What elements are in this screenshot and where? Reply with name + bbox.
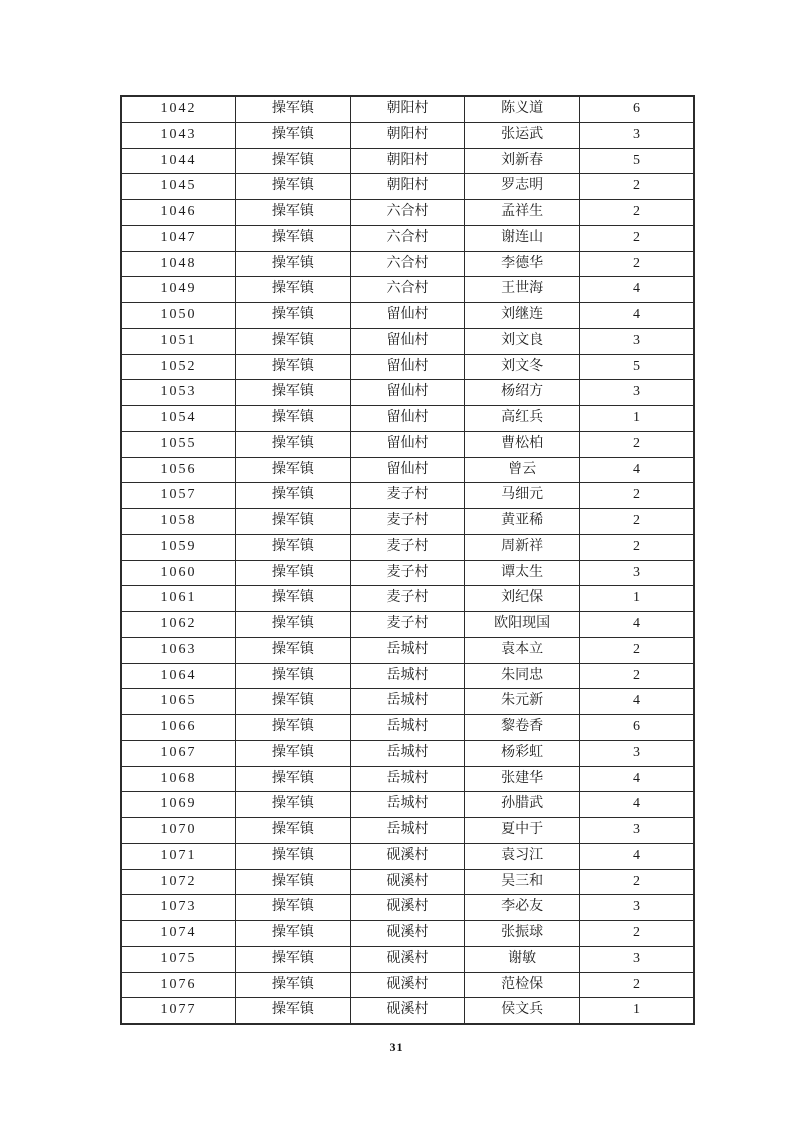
cell-town: 操军镇 <box>236 869 351 895</box>
cell-village: 麦子村 <box>350 612 465 638</box>
table-row <box>121 869 694 895</box>
table-row <box>121 843 694 869</box>
cell-count: 2 <box>579 972 694 998</box>
cell-town: 操军镇 <box>236 715 351 741</box>
cell-village: 岳城村 <box>350 740 465 766</box>
cell-person-name: 谭太生 <box>465 560 580 586</box>
cell-town: 操军镇 <box>236 251 351 277</box>
table-row <box>121 225 694 251</box>
cell-village: 砚溪村 <box>350 946 465 972</box>
cell-village: 留仙村 <box>350 431 465 457</box>
cell-town: 操军镇 <box>236 895 351 921</box>
roster-table-body <box>121 96 694 1024</box>
cell-person-name: 夏中于 <box>465 818 580 844</box>
cell-person-name: 刘文良 <box>465 328 580 354</box>
table-row <box>121 972 694 998</box>
cell-serial-number: 1051 <box>121 328 236 354</box>
cell-serial-number: 1055 <box>121 431 236 457</box>
cell-town: 操军镇 <box>236 663 351 689</box>
cell-person-name: 王世海 <box>465 277 580 303</box>
cell-count: 1 <box>579 586 694 612</box>
cell-village: 麦子村 <box>350 560 465 586</box>
cell-count: 1 <box>579 406 694 432</box>
cell-count: 2 <box>579 431 694 457</box>
cell-count: 5 <box>579 148 694 174</box>
table-row <box>121 174 694 200</box>
cell-village: 砚溪村 <box>350 843 465 869</box>
cell-serial-number: 1052 <box>121 354 236 380</box>
cell-person-name: 朱元新 <box>465 689 580 715</box>
cell-village: 留仙村 <box>350 328 465 354</box>
cell-serial-number: 1061 <box>121 586 236 612</box>
cell-person-name: 张建华 <box>465 766 580 792</box>
cell-town: 操军镇 <box>236 303 351 329</box>
table-row <box>121 277 694 303</box>
table-row <box>121 792 694 818</box>
cell-village: 朝阳村 <box>350 96 465 122</box>
cell-town: 操军镇 <box>236 406 351 432</box>
cell-person-name: 曾云 <box>465 457 580 483</box>
cell-town: 操军镇 <box>236 122 351 148</box>
cell-count: 4 <box>579 303 694 329</box>
table-row <box>121 612 694 638</box>
cell-count: 4 <box>579 277 694 303</box>
cell-person-name: 张振球 <box>465 921 580 947</box>
cell-village: 留仙村 <box>350 380 465 406</box>
cell-serial-number: 1074 <box>121 921 236 947</box>
cell-town: 操军镇 <box>236 921 351 947</box>
cell-person-name: 杨彩虹 <box>465 740 580 766</box>
table-row <box>121 766 694 792</box>
roster-table <box>120 95 695 1025</box>
cell-count: 3 <box>579 740 694 766</box>
cell-village: 砚溪村 <box>350 921 465 947</box>
cell-count: 4 <box>579 843 694 869</box>
cell-person-name: 范检保 <box>465 972 580 998</box>
cell-person-name: 朱同忠 <box>465 663 580 689</box>
cell-count: 1 <box>579 998 694 1024</box>
cell-village: 留仙村 <box>350 406 465 432</box>
cell-town: 操军镇 <box>236 148 351 174</box>
cell-person-name: 周新祥 <box>465 534 580 560</box>
cell-village: 留仙村 <box>350 457 465 483</box>
table-row <box>121 483 694 509</box>
cell-serial-number: 1045 <box>121 174 236 200</box>
cell-serial-number: 1048 <box>121 251 236 277</box>
cell-count: 3 <box>579 122 694 148</box>
table-row <box>121 534 694 560</box>
cell-serial-number: 1049 <box>121 277 236 303</box>
cell-count: 4 <box>579 689 694 715</box>
table-row <box>121 895 694 921</box>
cell-town: 操军镇 <box>236 972 351 998</box>
cell-town: 操军镇 <box>236 354 351 380</box>
table-row <box>121 663 694 689</box>
table-row <box>121 715 694 741</box>
cell-village: 六合村 <box>350 277 465 303</box>
table-row <box>121 998 694 1024</box>
cell-village: 砚溪村 <box>350 869 465 895</box>
cell-village: 麦子村 <box>350 483 465 509</box>
cell-count: 2 <box>579 534 694 560</box>
cell-count: 2 <box>579 483 694 509</box>
cell-serial-number: 1060 <box>121 560 236 586</box>
cell-count: 6 <box>579 96 694 122</box>
cell-town: 操军镇 <box>236 818 351 844</box>
cell-village: 朝阳村 <box>350 174 465 200</box>
cell-village: 岳城村 <box>350 663 465 689</box>
cell-serial-number: 1073 <box>121 895 236 921</box>
cell-village: 六合村 <box>350 251 465 277</box>
cell-person-name: 黄亚稀 <box>465 509 580 535</box>
cell-village: 六合村 <box>350 225 465 251</box>
cell-person-name: 黎卷香 <box>465 715 580 741</box>
cell-person-name: 吴三和 <box>465 869 580 895</box>
cell-town: 操军镇 <box>236 457 351 483</box>
cell-village: 朝阳村 <box>350 148 465 174</box>
table-row <box>121 122 694 148</box>
cell-person-name: 侯文兵 <box>465 998 580 1024</box>
table-row <box>121 946 694 972</box>
cell-town: 操军镇 <box>236 612 351 638</box>
cell-serial-number: 1076 <box>121 972 236 998</box>
cell-person-name: 罗志明 <box>465 174 580 200</box>
table-row <box>121 560 694 586</box>
cell-person-name: 欧阳现国 <box>465 612 580 638</box>
table-row <box>121 251 694 277</box>
cell-village: 留仙村 <box>350 354 465 380</box>
cell-person-name: 袁习江 <box>465 843 580 869</box>
cell-village: 砚溪村 <box>350 895 465 921</box>
cell-person-name: 孙腊武 <box>465 792 580 818</box>
table-row <box>121 380 694 406</box>
cell-serial-number: 1047 <box>121 225 236 251</box>
cell-serial-number: 1056 <box>121 457 236 483</box>
table-row <box>121 431 694 457</box>
cell-person-name: 张运武 <box>465 122 580 148</box>
cell-town: 操军镇 <box>236 509 351 535</box>
cell-person-name: 刘新春 <box>465 148 580 174</box>
table-row <box>121 96 694 122</box>
cell-count: 4 <box>579 457 694 483</box>
cell-count: 3 <box>579 818 694 844</box>
cell-serial-number: 1044 <box>121 148 236 174</box>
cell-village: 麦子村 <box>350 509 465 535</box>
cell-town: 操军镇 <box>236 174 351 200</box>
table-row <box>121 921 694 947</box>
table-row <box>121 406 694 432</box>
cell-serial-number: 1067 <box>121 740 236 766</box>
cell-town: 操军镇 <box>236 328 351 354</box>
cell-serial-number: 1054 <box>121 406 236 432</box>
cell-serial-number: 1059 <box>121 534 236 560</box>
page-number: 31 <box>389 1040 404 1054</box>
cell-person-name: 曹松柏 <box>465 431 580 457</box>
cell-town: 操军镇 <box>236 689 351 715</box>
table-row <box>121 818 694 844</box>
cell-person-name: 李德华 <box>465 251 580 277</box>
cell-person-name: 刘继连 <box>465 303 580 329</box>
cell-count: 3 <box>579 380 694 406</box>
cell-count: 2 <box>579 663 694 689</box>
cell-person-name: 刘文冬 <box>465 354 580 380</box>
cell-count: 3 <box>579 946 694 972</box>
cell-person-name: 陈义道 <box>465 96 580 122</box>
cell-village: 六合村 <box>350 200 465 226</box>
cell-count: 3 <box>579 328 694 354</box>
cell-village: 留仙村 <box>350 303 465 329</box>
cell-serial-number: 1064 <box>121 663 236 689</box>
cell-person-name: 袁本立 <box>465 637 580 663</box>
cell-count: 2 <box>579 174 694 200</box>
cell-village: 砚溪村 <box>350 972 465 998</box>
cell-town: 操军镇 <box>236 534 351 560</box>
table-row <box>121 740 694 766</box>
cell-serial-number: 1053 <box>121 380 236 406</box>
cell-person-name: 谢连山 <box>465 225 580 251</box>
cell-village: 麦子村 <box>350 534 465 560</box>
cell-count: 4 <box>579 766 694 792</box>
cell-serial-number: 1043 <box>121 122 236 148</box>
cell-serial-number: 1062 <box>121 612 236 638</box>
cell-town: 操军镇 <box>236 431 351 457</box>
table-row <box>121 509 694 535</box>
cell-town: 操军镇 <box>236 560 351 586</box>
cell-person-name: 杨绍方 <box>465 380 580 406</box>
table-row <box>121 354 694 380</box>
cell-person-name: 马细元 <box>465 483 580 509</box>
cell-serial-number: 1057 <box>121 483 236 509</box>
cell-serial-number: 1077 <box>121 998 236 1024</box>
cell-town: 操军镇 <box>236 740 351 766</box>
cell-serial-number: 1071 <box>121 843 236 869</box>
table-row <box>121 586 694 612</box>
table-row <box>121 328 694 354</box>
cell-count: 2 <box>579 251 694 277</box>
cell-serial-number: 1070 <box>121 818 236 844</box>
cell-serial-number: 1075 <box>121 946 236 972</box>
cell-serial-number: 1068 <box>121 766 236 792</box>
cell-village: 岳城村 <box>350 637 465 663</box>
cell-serial-number: 1065 <box>121 689 236 715</box>
cell-village: 朝阳村 <box>350 122 465 148</box>
cell-village: 岳城村 <box>350 818 465 844</box>
cell-village: 岳城村 <box>350 766 465 792</box>
table-row <box>121 689 694 715</box>
cell-count: 2 <box>579 869 694 895</box>
cell-count: 2 <box>579 921 694 947</box>
cell-town: 操军镇 <box>236 277 351 303</box>
table-row <box>121 303 694 329</box>
cell-town: 操军镇 <box>236 843 351 869</box>
cell-town: 操军镇 <box>236 225 351 251</box>
cell-person-name: 谢敏 <box>465 946 580 972</box>
cell-village: 砚溪村 <box>350 998 465 1024</box>
cell-serial-number: 1042 <box>121 96 236 122</box>
cell-count: 4 <box>579 612 694 638</box>
table-row <box>121 148 694 174</box>
cell-count: 2 <box>579 200 694 226</box>
cell-serial-number: 1063 <box>121 637 236 663</box>
cell-village: 岳城村 <box>350 792 465 818</box>
cell-town: 操军镇 <box>236 200 351 226</box>
table-row <box>121 200 694 226</box>
cell-village: 岳城村 <box>350 715 465 741</box>
cell-town: 操军镇 <box>236 637 351 663</box>
cell-count: 3 <box>579 895 694 921</box>
cell-count: 2 <box>579 637 694 663</box>
cell-count: 3 <box>579 560 694 586</box>
cell-town: 操军镇 <box>236 586 351 612</box>
cell-serial-number: 1058 <box>121 509 236 535</box>
cell-town: 操军镇 <box>236 792 351 818</box>
cell-count: 5 <box>579 354 694 380</box>
cell-count: 2 <box>579 509 694 535</box>
cell-count: 2 <box>579 225 694 251</box>
cell-town: 操军镇 <box>236 96 351 122</box>
cell-village: 岳城村 <box>350 689 465 715</box>
cell-village: 麦子村 <box>350 586 465 612</box>
cell-person-name: 李必友 <box>465 895 580 921</box>
cell-serial-number: 1066 <box>121 715 236 741</box>
cell-town: 操军镇 <box>236 946 351 972</box>
cell-person-name: 孟祥生 <box>465 200 580 226</box>
cell-town: 操军镇 <box>236 483 351 509</box>
cell-town: 操军镇 <box>236 766 351 792</box>
cell-person-name: 高红兵 <box>465 406 580 432</box>
cell-town: 操军镇 <box>236 380 351 406</box>
cell-town: 操军镇 <box>236 998 351 1024</box>
cell-count: 4 <box>579 792 694 818</box>
cell-serial-number: 1050 <box>121 303 236 329</box>
table-row <box>121 457 694 483</box>
cell-count: 6 <box>579 715 694 741</box>
cell-person-name: 刘纪保 <box>465 586 580 612</box>
cell-serial-number: 1072 <box>121 869 236 895</box>
cell-serial-number: 1069 <box>121 792 236 818</box>
cell-serial-number: 1046 <box>121 200 236 226</box>
table-row <box>121 637 694 663</box>
